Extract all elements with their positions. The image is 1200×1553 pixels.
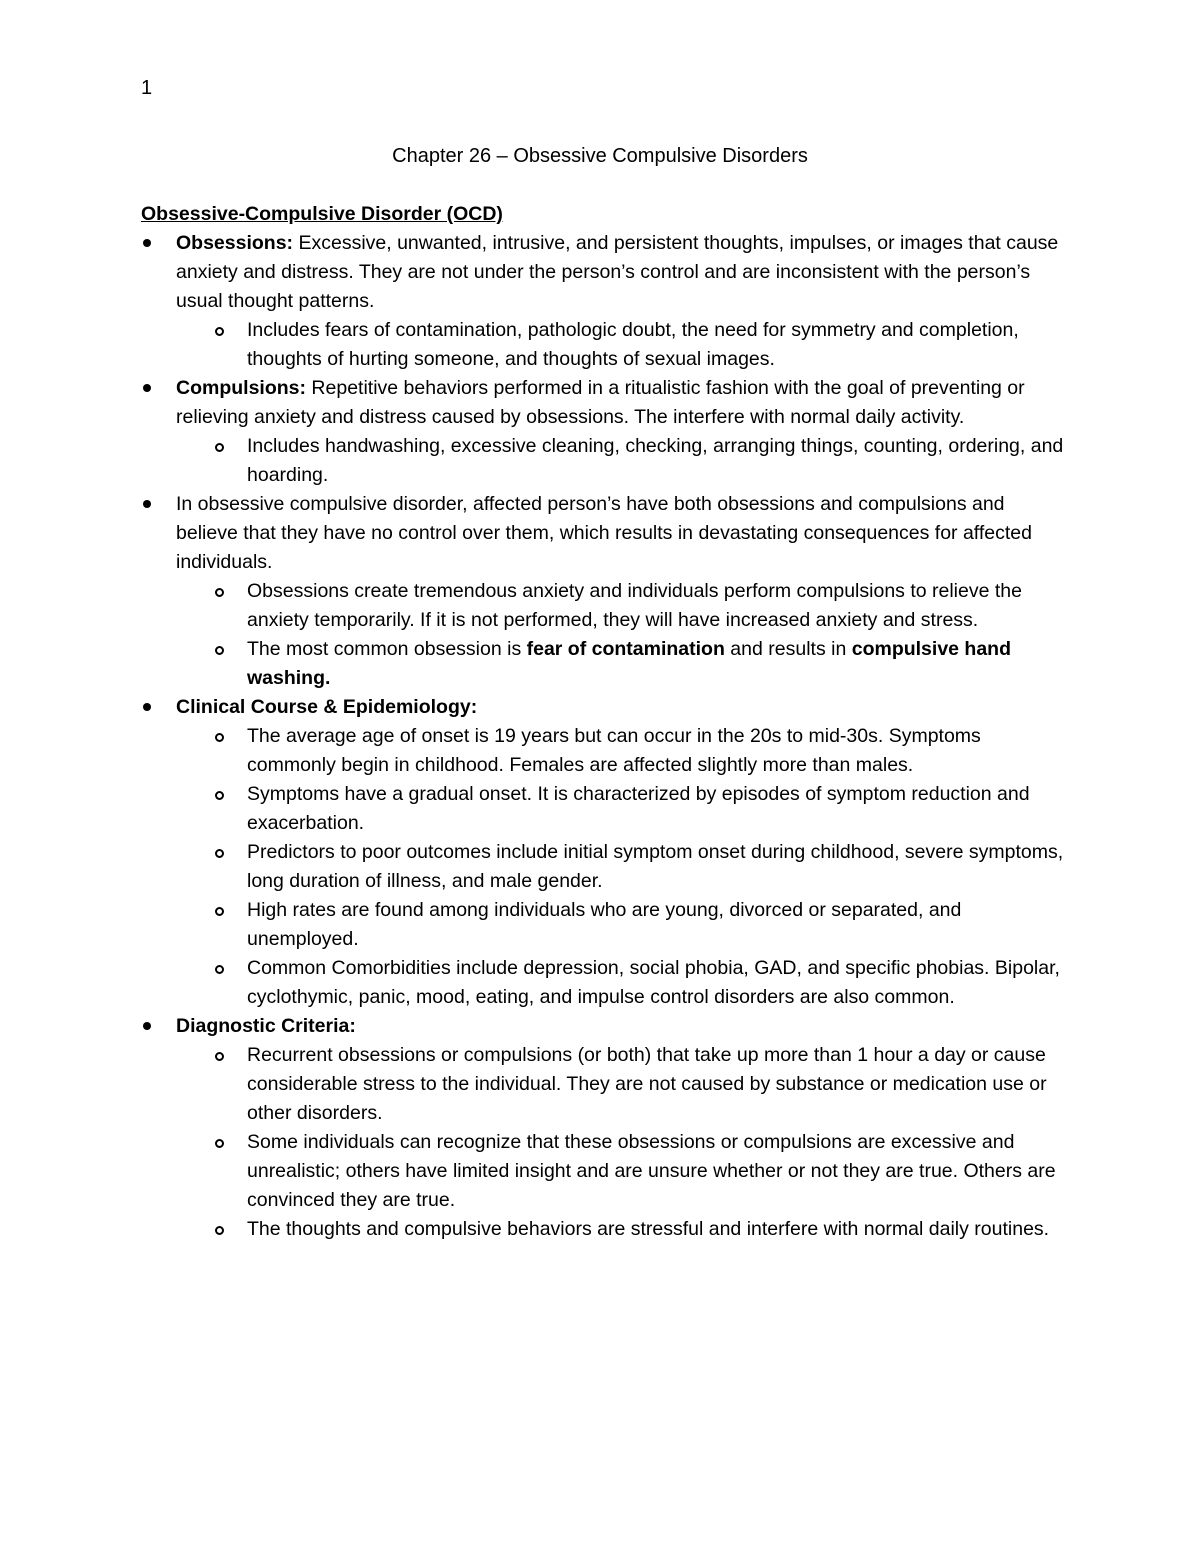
list-item-text — [176, 229, 1066, 316]
section-heading: Obsessive-Compulsive Disorder (OCD) — [141, 203, 503, 225]
hollow-bullet-icon — [215, 1139, 224, 1148]
sub-item-text: Symptoms have a gradual onset. It is characterized by episodes of symptom reduction and exacerbation. — [247, 783, 1030, 834]
hollow-bullet-icon — [215, 327, 224, 336]
hollow-bullet-icon — [215, 646, 224, 655]
sub-list — [141, 432, 1066, 490]
sub-list-item — [141, 577, 1066, 635]
sub-item-text: The average age of onset is 19 years but can occur in the 20s to mid-30s. Symptoms commonly begin in childhood. Females are affected slightly more than males. — [247, 725, 981, 776]
sub-item-text: The thoughts and compulsive behaviors are stressful and interfere with normal daily routines. — [247, 1218, 1050, 1240]
hollow-bullet-icon — [215, 733, 224, 742]
sub-list — [141, 577, 1066, 693]
sub-list-item — [141, 1215, 1066, 1244]
list-item-obsessions — [141, 229, 1066, 374]
list-item-text — [176, 693, 1066, 722]
sub-item-text: Includes handwashing, excessive cleaning, checking, arranging things, counting, ordering, and hoarding. — [247, 435, 1064, 486]
sub-item-text: Recurrent obsessions or compulsions (or both) that take up more than 1 hour a day or cause considerable stress to the individual. They are not caused by substance or medication use or other disorders. — [247, 1044, 1047, 1124]
sub-list — [141, 1041, 1066, 1244]
item-lead: Compulsions: — [176, 377, 306, 399]
page-number: 1 — [141, 77, 153, 99]
sub-item-text: Obsessions create tremendous anxiety and individuals perform compulsions to relieve the anxiety temporarily. If it is not performed, they will have increased anxiety and stress. — [247, 580, 1022, 631]
list-item-text — [176, 1012, 1066, 1041]
page-title: Chapter 26 – Obsessive Compulsive Disorders — [392, 145, 808, 167]
sub-item-text-part: The most common obsession is — [247, 638, 527, 660]
list-item-text: In obsessive compulsive disorder, affected person’s have both obsessions and compulsions and believe that they have no control over them, which results in devastating consequences for affected individuals. — [176, 493, 1032, 573]
list-item-compulsions — [141, 374, 1066, 490]
sub-item-text-part: and results in — [724, 638, 852, 660]
document-body — [141, 200, 1066, 1244]
sub-item-bold-part: compulsive hand washing. — [247, 638, 1012, 689]
sub-item-text: High rates are found among individuals who are young, divorced or separated, and unemployed. — [247, 899, 962, 950]
sub-list-item — [141, 896, 1066, 954]
sub-list-item — [141, 635, 1066, 693]
hollow-bullet-icon — [215, 965, 224, 974]
bullet-list — [141, 229, 1066, 1244]
bullet-icon — [143, 384, 151, 392]
list-item-ocd-overview — [141, 490, 1066, 693]
hollow-bullet-icon — [215, 443, 224, 452]
bullet-icon — [143, 239, 151, 247]
sub-list-item — [141, 432, 1066, 490]
item-body: Excessive, unwanted, intrusive, and persistent thoughts, impulses, or images that cause anxiety and distress. They are not under the person’s control and are inconsistent with the person’s usual thought patterns. — [176, 232, 1059, 312]
hollow-bullet-icon — [215, 1052, 224, 1061]
item-lead: Diagnostic Criteria: — [176, 1015, 356, 1037]
hollow-bullet-icon — [215, 907, 224, 916]
bullet-icon — [143, 1022, 151, 1030]
sub-list — [141, 316, 1066, 374]
sub-item-text: Common Comorbidities include depression, social phobia, GAD, and specific phobias. Bipolar, cyclothymic, panic, mood, eating, and impulse control disorders are also common. — [247, 957, 1060, 1008]
sub-list-item — [141, 316, 1066, 374]
sub-item-text: Includes fears of contamination, pathologic doubt, the need for symmetry and completion, thoughts of hurting someone, and thoughts of sexual images. — [247, 319, 1019, 370]
sub-list-item — [141, 722, 1066, 780]
list-item-clinical-course — [141, 693, 1066, 1012]
list-item-text — [176, 374, 1066, 432]
sub-item-bold-part: fear of contamination — [526, 638, 725, 660]
hollow-bullet-icon — [215, 791, 224, 800]
hollow-bullet-icon — [215, 588, 224, 597]
hollow-bullet-icon — [215, 1226, 224, 1235]
sub-item-text: Predictors to poor outcomes include initial symptom onset during childhood, severe symptoms, long duration of illness, and male gender. — [247, 841, 1064, 892]
sub-item-text: Some individuals can recognize that these obsessions or compulsions are excessive and unrealistic; others have limited insight and are unsure whether or not they are true. Others are convinced they are true. — [247, 1131, 1056, 1211]
sub-list-item — [141, 780, 1066, 838]
sub-list-item — [141, 1041, 1066, 1128]
item-lead: Clinical Course & Epidemiology: — [176, 696, 478, 718]
sub-list-item — [141, 1128, 1066, 1215]
bullet-icon — [143, 500, 151, 508]
sub-list — [141, 722, 1066, 1012]
sub-list-item — [141, 954, 1066, 1012]
bullet-icon — [143, 703, 151, 711]
item-body: Repetitive behaviors performed in a ritualistic fashion with the goal of preventing or relieving anxiety and distress caused by obsessions. The interfere with normal daily activity. — [176, 377, 1025, 428]
list-item-diagnostic-criteria — [141, 1012, 1066, 1244]
sub-list-item — [141, 838, 1066, 896]
hollow-bullet-icon — [215, 849, 224, 858]
sub-item-text — [247, 638, 1011, 689]
item-lead: Obsessions: — [176, 232, 294, 254]
